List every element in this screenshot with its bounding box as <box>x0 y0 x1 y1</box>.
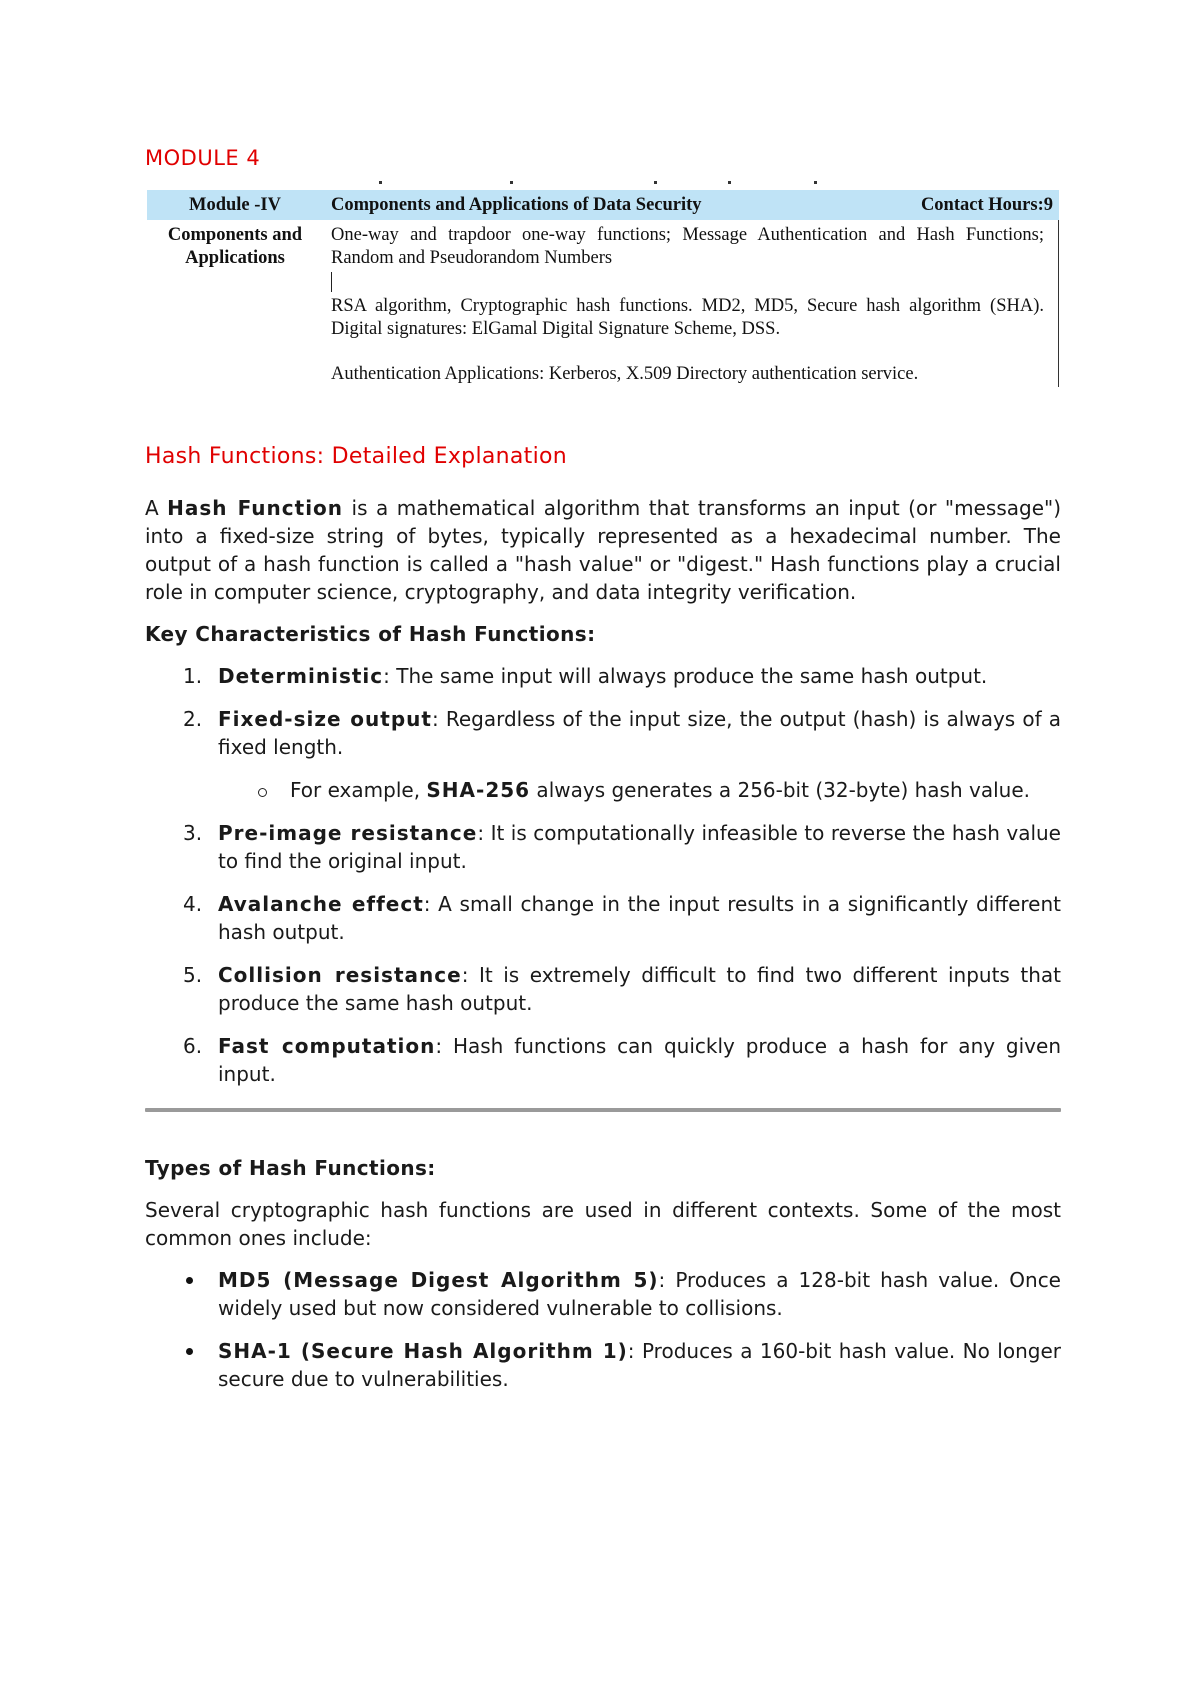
content-line-3: Authentication Applications: Kerberos, X.509 Directory authentication service. <box>331 364 919 384</box>
types-list <box>145 1266 1061 1393</box>
section-title: Hash Functions: Detailed Explanation <box>145 444 568 469</box>
characteristics-heading: Key Characteristics of Hash Functions: <box>145 622 596 646</box>
header-topic: Components and Applications of Data Security <box>331 194 702 215</box>
header-module: Module -IV <box>189 194 281 215</box>
content-line-2: RSA algorithm, Cryptographic hash functions. MD2, MD5, Secure hash algorithm (SHA). Digital signatures: ElGamal Digital Signature Scheme, DSS. <box>331 296 1044 339</box>
bullet-icon <box>186 1277 193 1284</box>
intro-paragraph: A Hash Function is a mathematical algorithm that transforms an input (or "message") into a fixed-size string of bytes, typically represented as a hexadecimal number. The output of a hash function is called a "hash value" or "digest." Hash functions play a crucial role in computer science, cryptography, and data integrity verification. <box>145 496 1062 604</box>
types-heading: Types of Hash Functions: <box>145 1156 436 1180</box>
list-item: 5. Collision resistance: It is extremely difficult to find two different inputs that produce the same hash output. <box>183 963 1061 1015</box>
content-line-1: One-way and trapdoor one-way functions; Message Authentication and Hash Functions; Random and Pseudorandom Numbers <box>331 225 1044 268</box>
row-label: Components and Applications <box>167 225 303 268</box>
syllabus-table <box>147 190 1059 387</box>
syllabus-header-row <box>147 190 1059 220</box>
circle-bullet-icon <box>258 788 267 797</box>
module-title: MODULE 4 <box>145 146 261 170</box>
text-cursor-artifact <box>331 270 1044 295</box>
sub-list-item: For example, SHA-256 always generates a 256-bit (32-byte) hash value. <box>145 776 1061 804</box>
characteristics-list <box>145 662 1061 1088</box>
sub-list <box>218 776 1061 804</box>
list-item: 1. Deterministic: The same input will always produce the same hash output. <box>183 664 988 688</box>
list-item: 2. Fixed-size output: Regardless of the input size, the output (hash) is always of a fixed length. For example, SHA-256 always generates a 256-bit (32-byte) hash value. <box>145 705 1061 804</box>
list-item: 6. Fast computation: Hash functions can quickly produce a hash for any given input. <box>183 1034 1061 1086</box>
horizontal-rule <box>145 1108 1061 1112</box>
bullet-icon <box>186 1348 193 1355</box>
types-intro: Several cryptographic hash functions are used in different contexts. Some of the most common ones include: <box>145 1198 1061 1250</box>
list-item: SHA-1 (Secure Hash Algorithm 1): Produces a 160-bit hash value. No longer secure due to vulnerabilities. <box>145 1337 1061 1393</box>
header-hours: Contact Hours:9 <box>920 194 1053 215</box>
list-item: 3. Pre-image resistance: It is computationally infeasible to reverse the hash value to find the original input. <box>183 821 1061 873</box>
list-item: MD5 (Message Digest Algorithm 5): Produces a 128-bit hash value. Once widely used but now considered vulnerable to collisions. <box>145 1266 1061 1322</box>
body-text <box>145 494 1061 1408</box>
scan-artifact-dots <box>147 181 1059 187</box>
list-item: 4. Avalanche effect: A small change in the input results in a significantly different hash output. <box>183 892 1061 944</box>
syllabus-content-row <box>147 220 1059 387</box>
row-content <box>323 220 1058 387</box>
